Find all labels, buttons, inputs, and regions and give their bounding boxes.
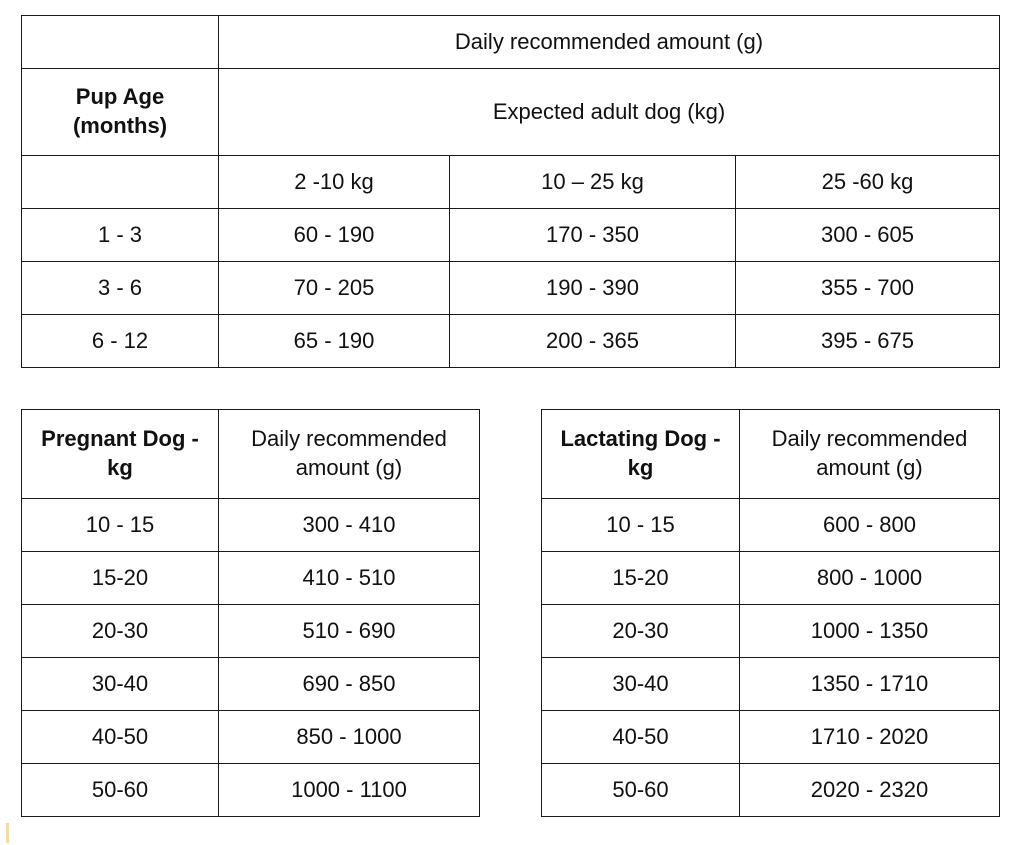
weight-cell: 15-20 xyxy=(542,552,740,605)
amount-cell: 1000 - 1100 xyxy=(219,764,480,817)
weight-cell: 20-30 xyxy=(542,605,740,658)
table-row xyxy=(542,764,1000,817)
pregnant-weight-header xyxy=(22,410,219,499)
table-row xyxy=(22,16,1000,69)
empty-cell xyxy=(22,156,219,209)
amount-cell: 190 - 390 xyxy=(450,262,736,315)
pregnant-amount-header xyxy=(219,410,480,499)
weight-cell: 15-20 xyxy=(22,552,219,605)
table-row xyxy=(542,605,1000,658)
table-row xyxy=(22,410,480,499)
amount-cell: 300 - 410 xyxy=(219,499,480,552)
weight-cell: 40-50 xyxy=(22,711,219,764)
table-row xyxy=(542,552,1000,605)
weight-cell: 10 - 15 xyxy=(542,499,740,552)
table-row xyxy=(22,69,1000,156)
amount-cell: 300 - 605 xyxy=(736,209,1000,262)
lactating-dog-table xyxy=(541,409,1000,817)
pregnant-dog-table xyxy=(21,409,480,817)
pup-age-header-text: Pup Age (months) xyxy=(72,84,168,138)
amount-cell: 170 - 350 xyxy=(450,209,736,262)
amount-cell: 200 - 365 xyxy=(450,315,736,368)
table-row xyxy=(542,499,1000,552)
age-cell: 1 - 3 xyxy=(22,209,219,262)
age-cell: 3 - 6 xyxy=(22,262,219,315)
lactating-amount-header-text: Daily recommended amount (g) xyxy=(771,426,968,480)
amount-cell: 850 - 1000 xyxy=(219,711,480,764)
daily-amount-header: Daily recommended amount (g) xyxy=(219,16,1000,69)
table-row xyxy=(22,764,480,817)
amount-cell: 2020 - 2320 xyxy=(740,764,1000,817)
weight-cell: 10 - 15 xyxy=(22,499,219,552)
weight-cell: 20-30 xyxy=(22,605,219,658)
lactating-amount-header xyxy=(740,410,1000,499)
amount-cell: 690 - 850 xyxy=(219,658,480,711)
weight-cell: 40-50 xyxy=(542,711,740,764)
table-row xyxy=(542,658,1000,711)
pup-age-header xyxy=(22,69,219,156)
pregnant-amount-header-text: Daily recommended amount (g) xyxy=(251,426,447,480)
table-row xyxy=(22,262,1000,315)
weight-column-header: 10 – 25 kg xyxy=(450,156,736,209)
amount-cell: 410 - 510 xyxy=(219,552,480,605)
age-cell: 6 - 12 xyxy=(22,315,219,368)
table-row xyxy=(22,658,480,711)
amount-cell: 355 - 700 xyxy=(736,262,1000,315)
table-row xyxy=(22,605,480,658)
table-row xyxy=(22,156,1000,209)
weight-column-header: 2 -10 kg xyxy=(219,156,450,209)
puppy-feeding-table xyxy=(21,15,1000,368)
amount-cell: 60 - 190 xyxy=(219,209,450,262)
table-row xyxy=(542,711,1000,764)
table-row xyxy=(22,711,480,764)
amount-cell: 600 - 800 xyxy=(740,499,1000,552)
lactating-weight-header xyxy=(542,410,740,499)
weight-cell: 50-60 xyxy=(22,764,219,817)
lactating-weight-header-text: Lactating Dog - kg xyxy=(560,426,721,480)
amount-cell: 70 - 205 xyxy=(219,262,450,315)
amount-cell: 1350 - 1710 xyxy=(740,658,1000,711)
table-row xyxy=(22,552,480,605)
table-row xyxy=(22,209,1000,262)
text-cursor-mark xyxy=(6,823,9,843)
amount-cell: 395 - 675 xyxy=(736,315,1000,368)
pregnant-weight-header-text: Pregnant Dog - kg xyxy=(41,426,199,480)
table-row xyxy=(22,499,480,552)
expected-adult-header: Expected adult dog (kg) xyxy=(219,69,1000,156)
amount-cell: 65 - 190 xyxy=(219,315,450,368)
table-row xyxy=(542,410,1000,499)
weight-column-header: 25 -60 kg xyxy=(736,156,1000,209)
weight-cell: 50-60 xyxy=(542,764,740,817)
empty-cell xyxy=(22,16,219,69)
amount-cell: 800 - 1000 xyxy=(740,552,1000,605)
table-row xyxy=(22,315,1000,368)
amount-cell: 510 - 690 xyxy=(219,605,480,658)
amount-cell: 1710 - 2020 xyxy=(740,711,1000,764)
weight-cell: 30-40 xyxy=(22,658,219,711)
amount-cell: 1000 - 1350 xyxy=(740,605,1000,658)
weight-cell: 30-40 xyxy=(542,658,740,711)
